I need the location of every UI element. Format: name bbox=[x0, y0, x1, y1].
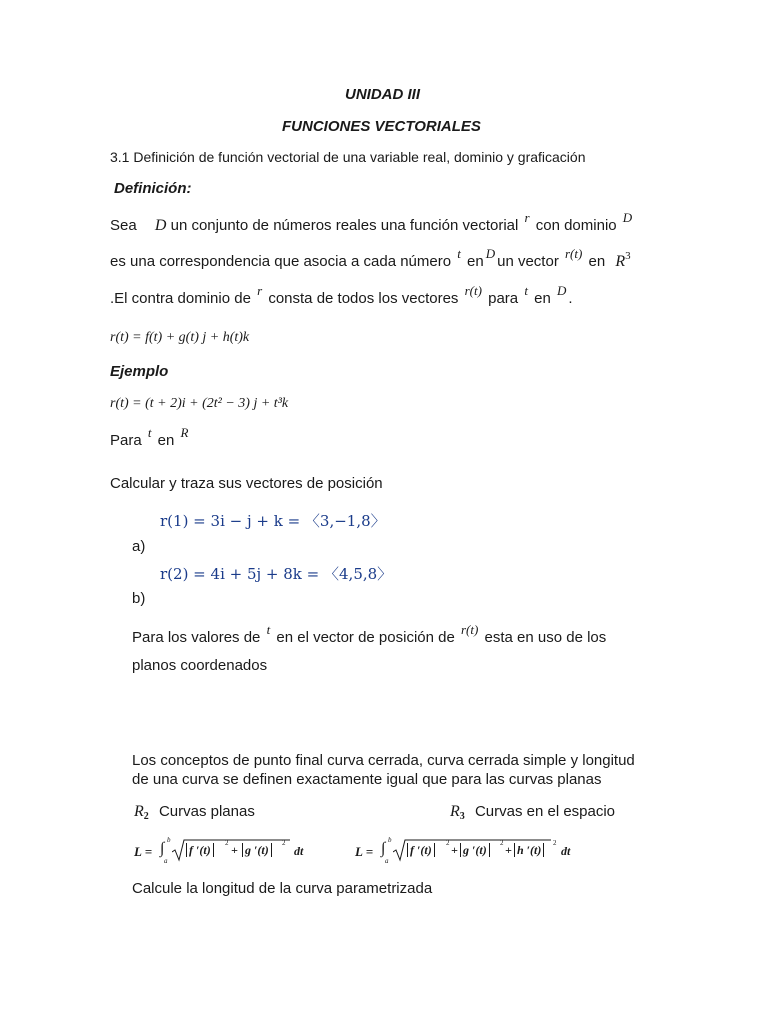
section-title: 3.1 Definición de función vectorial de una variable real, dominio y graficación bbox=[110, 149, 586, 165]
r2-label bbox=[134, 803, 255, 821]
text-fragment: esta en uso de los bbox=[484, 629, 607, 646]
math-var: r(t) bbox=[564, 246, 583, 261]
plus: + bbox=[451, 843, 458, 857]
math-var: D bbox=[622, 210, 633, 225]
text-fragment: en bbox=[157, 432, 175, 449]
integral-sign: ∫ bbox=[160, 840, 165, 857]
equation-a: r(1) = 3i − j + k = 〈3,−1,8〉 bbox=[160, 512, 386, 530]
g-term: g ′(t) bbox=[242, 843, 272, 857]
f-term: f ′(t) bbox=[407, 843, 435, 857]
text-fragment: Para bbox=[110, 432, 142, 449]
length-formula-3d bbox=[355, 836, 575, 866]
definition-line-3 bbox=[110, 283, 573, 307]
math-var: t bbox=[457, 246, 461, 261]
math-var: r(t) bbox=[461, 622, 479, 637]
f-term: f ′(t) bbox=[186, 843, 214, 857]
integral-sign: ∫ bbox=[381, 840, 386, 857]
definition-line-1 bbox=[110, 210, 634, 235]
text-fragment: en el vector de posición de bbox=[276, 629, 455, 646]
math-var: t bbox=[266, 622, 271, 637]
integral-lower: a bbox=[164, 857, 168, 865]
definition-line-2 bbox=[110, 246, 631, 271]
math-superscript: 3 bbox=[625, 250, 631, 262]
math-var: R bbox=[615, 253, 626, 270]
example-heading: Ejemplo bbox=[110, 363, 169, 380]
math-var: D bbox=[154, 217, 167, 234]
r3-label bbox=[450, 803, 615, 821]
exponent: 2 bbox=[282, 839, 286, 847]
math-var: r(t) bbox=[464, 283, 482, 298]
length-formula-2d bbox=[134, 836, 334, 866]
dt: dt bbox=[561, 844, 571, 858]
text-fragment: en bbox=[467, 253, 484, 270]
math-var: R bbox=[134, 803, 144, 820]
exponent: 2 bbox=[553, 839, 557, 847]
example-formula: r(t) = (t + 2)i + (2t² − 3) j + t³k bbox=[110, 396, 289, 411]
text-fragment: en bbox=[588, 253, 606, 270]
math-var: r bbox=[524, 210, 530, 225]
calc-text: Calcular y traza sus vectores de posición bbox=[110, 475, 383, 492]
text-fragment: Curvas planas bbox=[158, 803, 255, 820]
math-var: R bbox=[450, 803, 460, 820]
plus: + bbox=[505, 843, 512, 857]
integral-upper: b bbox=[388, 836, 392, 844]
h-term: h ′(t) bbox=[514, 843, 544, 857]
math-var: R bbox=[180, 425, 189, 440]
dt: dt bbox=[294, 844, 304, 858]
text-fragment: con dominio bbox=[535, 217, 617, 234]
text-fragment: un vector bbox=[497, 253, 559, 270]
para-line bbox=[110, 425, 190, 449]
concepts-line-1: Los conceptos de punto final curva cerrada, curva cerrada simple y longitud bbox=[132, 752, 635, 769]
text-fragment: Sea bbox=[110, 217, 137, 234]
text-fragment: consta de todos los vectores bbox=[268, 290, 459, 307]
exponent: 2 bbox=[500, 839, 504, 847]
math-var: t bbox=[524, 283, 528, 298]
unit-title: UNIDAD III bbox=[345, 86, 420, 103]
text-fragment: . bbox=[568, 290, 573, 307]
integral-upper: b bbox=[167, 836, 171, 844]
plus: + bbox=[231, 843, 238, 857]
planes-line-1 bbox=[132, 622, 607, 646]
definition-formula: r(t) = f(t) + g(t) j + h(t)k bbox=[110, 330, 250, 345]
exponent: 2 bbox=[225, 839, 229, 847]
math-var: D bbox=[556, 283, 567, 298]
math-subscript: 3 bbox=[459, 811, 465, 822]
formula-lhs: L = bbox=[134, 844, 153, 859]
label-a: a) bbox=[132, 538, 146, 555]
equation-b: r(2) = 4i + 5j + 8k = 〈4,5,8〉 bbox=[160, 565, 393, 583]
definition-heading: Definición: bbox=[114, 180, 192, 197]
text-fragment: Curvas en el espacio bbox=[474, 803, 616, 820]
chapter-title: FUNCIONES VECTORIALES bbox=[282, 118, 481, 135]
integral-lower: a bbox=[385, 857, 389, 865]
planes-line-2: planos coordenados bbox=[132, 657, 268, 674]
text-fragment: para bbox=[488, 290, 519, 307]
calc-length-text: Calcule la longitud de la curva parametrizada bbox=[132, 880, 433, 897]
math-subscript: 2 bbox=[143, 811, 149, 822]
math-var: D bbox=[485, 246, 496, 261]
math-var: r bbox=[257, 283, 263, 298]
text-fragment: .El contra dominio de bbox=[110, 290, 251, 307]
math-var: t bbox=[147, 425, 152, 440]
text-fragment: un conjunto de números reales una función vectorial bbox=[170, 217, 519, 234]
g-term: g ′(t) bbox=[460, 843, 490, 857]
concepts-line-2: de una curva se definen exactamente igual que para las curvas planas bbox=[132, 771, 602, 788]
exponent: 2 bbox=[446, 839, 450, 847]
formula-lhs: L = bbox=[355, 844, 374, 859]
text-fragment: Para los valores de bbox=[132, 629, 261, 646]
label-b: b) bbox=[132, 590, 146, 607]
text-fragment: en bbox=[534, 290, 551, 307]
text-fragment: es una correspondencia que asocia a cada número bbox=[110, 253, 452, 270]
